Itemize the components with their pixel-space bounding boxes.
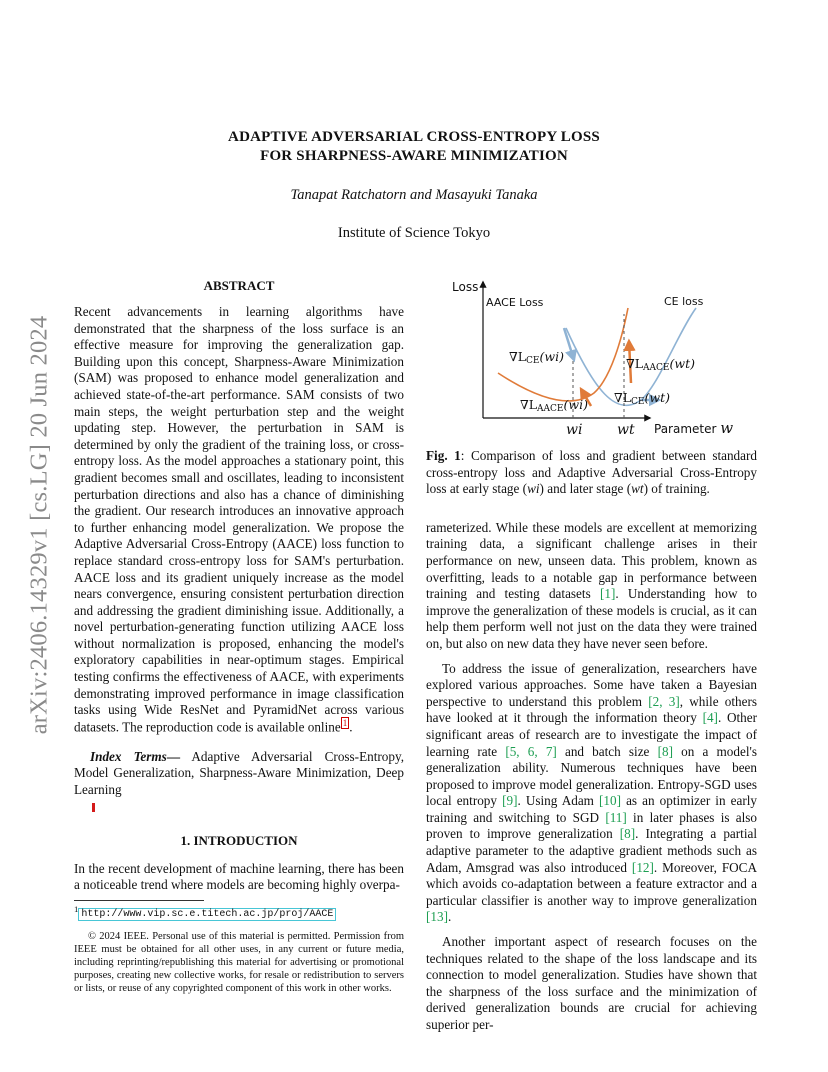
citation-link[interactable]: [12] (631, 859, 654, 875)
footnote-url[interactable]: http://www.vip.sc.e.titech.ac.jp/proj/AACE (78, 908, 336, 921)
ce-legend-label: CE loss (664, 295, 704, 308)
introduction-text: In the recent development of machine learning, there has been a noticeable trend where models are becoming highly overpa- (74, 860, 404, 893)
copyright-notice: © 2024 IEEE. Personal use of this material is permitted. Permission from IEEE must be obtained for all other uses, in any current or future media, including reprinting/republishing this material for advertising or promotional purposes, creating new collective works, for resale or redistribution to servers or lists, or reuse of any copyrighted component of this work in other works. (74, 931, 404, 995)
title-line-1: ADAPTIVE ADVERSARIAL CROSS-ENTROPY LOSS (228, 129, 600, 145)
footnote-mark: 1 (74, 903, 79, 914)
figure-caption-label: Fig. 1 (426, 448, 461, 463)
index-terms (74, 749, 404, 799)
abstract-text: Recent advancements in learning algorithms have demonstrated that the sharpness of the loss surface is an effective measure for improving the generalization gap. Building upon this concept, Sharpness-Aware Minimization (SAM) was proposed to enhance model generalization and achieved state-of-the-art performance. SAM consists of two main steps, the weight perturbation step and the weight updating step. However, the perturbation in SAM is determined by only the gradient of the training loss, or cross-entropy loss. As the model approaches a stationary point, this gradient becomes small and oscillates, leading to inconsistent perturbation directions and also has a chance of diminishing the gradient. Our research introduces an innovative approach to further enhancing model generalization. We propose the Adaptive Adversarial Cross-Entropy (AACE) loss function to replace standard cross-entropy loss for SAM's perturbation. AACE loss and its gradient uniquely increase as the model nears convergence, ensuring consistent perturbation direction and addressing the gradient diminishing issue. Additionally, a novel perturbation-generating function utilizing AACE loss without normalization is proposed, enhancing the model's exploratory capabilities in near-optimum stages. Empirical testing confirms the effectiveness of AACE, with experiments demonstrating improved performance in image classification tasks using Wide ResNet and PyramidNet across various datasets. The reproduction code is available online (74, 304, 404, 735)
title-line-2: FOR SHARPNESS-AWARE MINIMIZATION (260, 148, 568, 164)
citation-link[interactable]: [1] (599, 586, 616, 602)
right-column (426, 278, 757, 1034)
figure-caption: Fig. 1: Comparison of loss and gradient between standard cross-entropy loss and Adaptive Adversarial Cross-Entropy loss at early stage (wi) and later stage (wt) of training. (426, 448, 757, 497)
loss-diagram (426, 278, 757, 443)
abstract-end: . (349, 719, 353, 735)
right-paragraph-1: rameterized. While these models are excellent at memorizing training data, a significant challenge arises in their performance on new, unseen data. This problem, known as overfitting, leads to a notable gap in performance between training and testing datasets [1]. Understanding how to improve the generalization of these models is crucial, as it can help them perform well not just on the data they were trained on, but also on new data they have never seen before. (426, 519, 757, 651)
citation-link[interactable]: [9] (502, 793, 518, 809)
grad-aace-wi-label: ∇LAACE(wi) (520, 397, 588, 414)
abstract-heading: ABSTRACT (203, 278, 275, 293)
figure-1 (426, 278, 757, 443)
left-column (74, 278, 404, 995)
citation-link[interactable]: [5, 6, 7] (505, 743, 557, 759)
abstract-body (74, 304, 404, 736)
aace-legend-label: AACE Loss (486, 296, 544, 309)
citation-link[interactable]: [8] (619, 826, 636, 842)
right-paragraph-3: Another important aspect of research focuses on the techniques related to the shape of the loss landscape and its connection to model generalization. Studies have shown that the sharpness of the loss surface and the minimization of derived generalization bounds are crucial for achieving superior per- (426, 934, 757, 1032)
index-terms-dash: — (166, 748, 180, 764)
citation-link[interactable]: [11] (605, 809, 627, 825)
footnote-link[interactable]: 1 (342, 717, 348, 728)
index-terms-text: Adaptive Adversarial Cross-Entropy, Model Generalization, Sharpness-Aware Minimization, Deep Learning (74, 748, 404, 798)
citation-link[interactable]: [13] (426, 909, 448, 925)
tick-wi: wi (566, 422, 583, 438)
marker-row (74, 799, 404, 813)
paper-title (74, 128, 754, 166)
affiliation: Institute of Science Tokyo (337, 225, 491, 241)
citation-link[interactable]: [8] (657, 743, 673, 759)
citation-link[interactable]: [4] (702, 710, 718, 726)
authors: Tanapat Ratchatorn and Masayuki Tanaka (290, 187, 538, 203)
introduction-heading: 1. INTRODUCTION (180, 832, 298, 848)
grad-ce-wi-label: ∇LCE(wi) (509, 349, 564, 366)
index-terms-label: Index Terms (90, 748, 167, 764)
tick-wt: wt (617, 422, 635, 438)
x-axis-label: Parameter w (654, 419, 734, 437)
red-marker (92, 803, 95, 812)
grad-aace-wt-label: ∇LAACE(wt) (626, 356, 695, 373)
citation-link[interactable]: [2, 3] (648, 693, 680, 709)
footnote (74, 904, 404, 921)
footnote-divider (74, 900, 204, 901)
right-paragraph-2: To address the issue of generalization, researchers have explored various approaches. Some have taken a Bayesian perspective to understand this problem [2, 3], while others have looked at it through the information theory [4]. Other significant areas of research are to investigate the impact of learning rate [5, 6, 7] and batch size [8] on a model's generalization ability. Numerous techniques have been proposed to improve model generalization. Entropy-SGD uses local entropy [9]. Using Adam [10] as an optimizer in early training and switching to SGD [11] in later phases is also proven to improve generalization [8]. Integrating a partial adaptive parameter to the adaptive gradient methods such as Adam, Amsgrad was also introduced [12]. Moreover, FOCA which avoids co-adaptation between a feature extractor and a particular classifier is another way to improve generalization [13]. (426, 660, 758, 925)
grad-ce-wt-label: ∇LCE(wt) (614, 390, 670, 407)
citation-link[interactable]: [10] (599, 793, 621, 809)
y-axis-label: Loss (452, 280, 479, 294)
arxiv-identifier (24, 290, 54, 760)
arxiv-identifier-text: arXiv:2406.14329v1 [cs.LG] 20 Jun 2024 (25, 315, 53, 735)
